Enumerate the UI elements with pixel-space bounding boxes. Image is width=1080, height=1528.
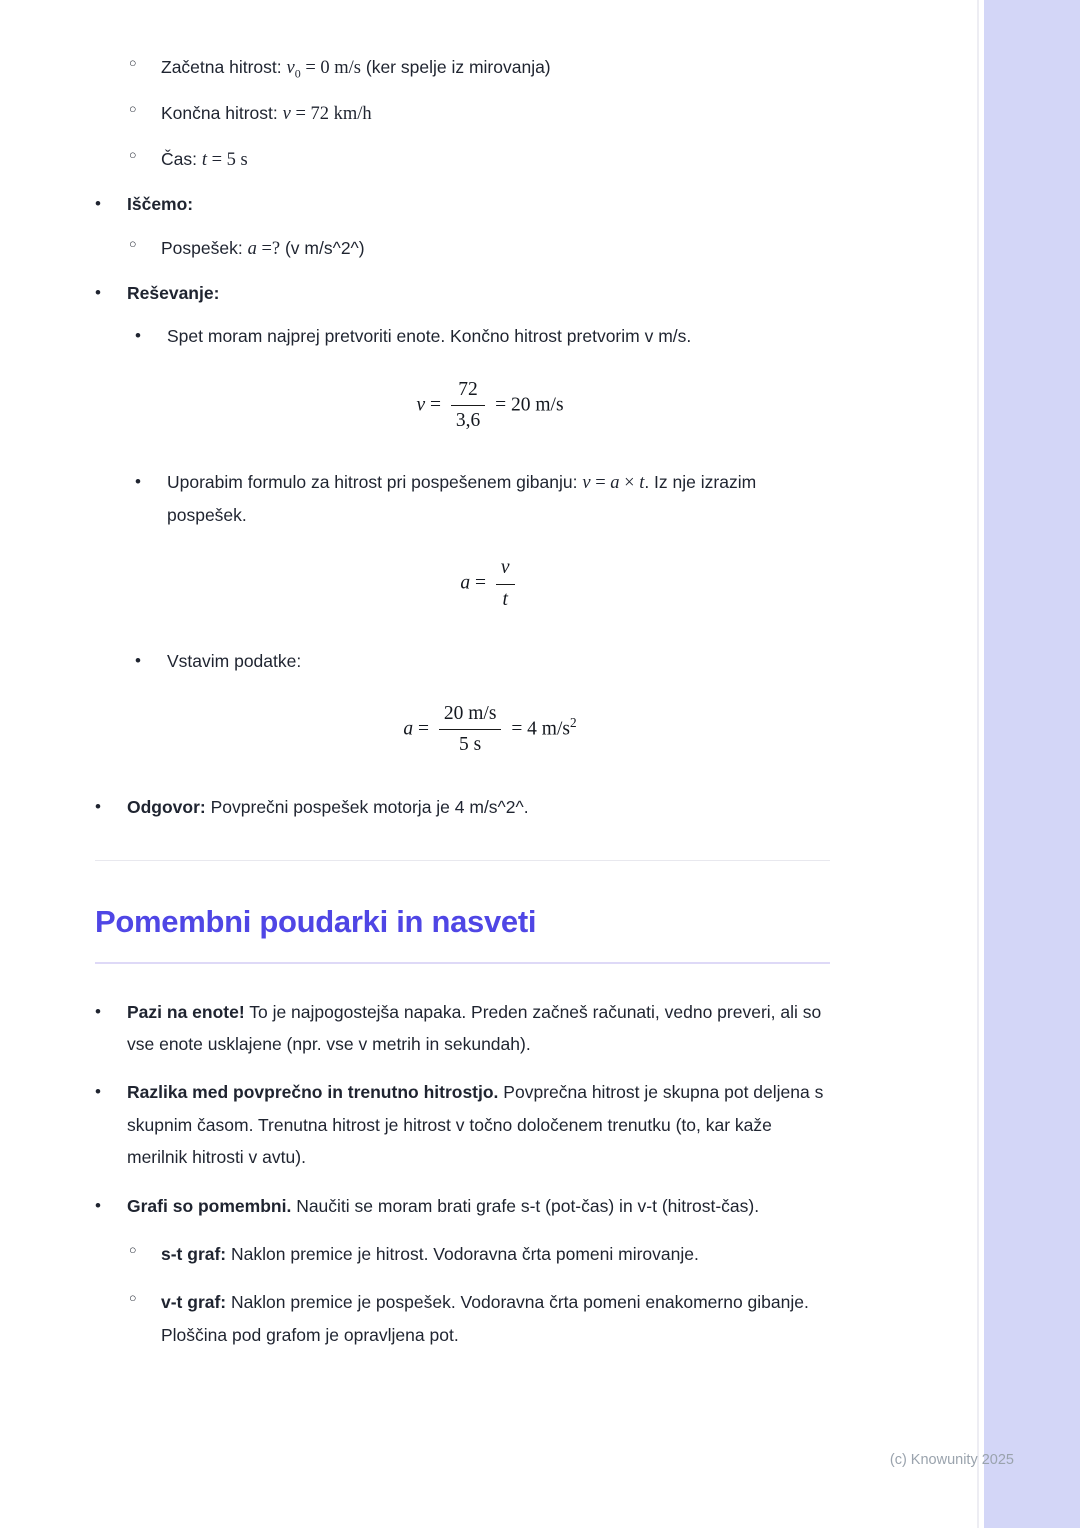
resevanje-label: Reševanje: (127, 283, 220, 304)
math-variable: v (286, 58, 295, 78)
copyright-notice: (c) Knowunity 2025 (889, 1452, 1014, 1468)
bullet-circle-icon: ○ (129, 1242, 137, 1257)
formula-velocity-conversion (95, 378, 830, 434)
fraction-denominator: t (502, 588, 508, 610)
given-label: Končna hitrost: (161, 102, 283, 123)
math-variable: v (416, 393, 426, 415)
math-variable: t (639, 473, 645, 494)
fraction-denominator: 5 s (459, 734, 482, 756)
tip-text: Naučiti se moram brati grafe s-t (pot-čas) in v-t (hitrost-čas). (291, 1195, 760, 1216)
math-subscript: 0 (294, 66, 301, 81)
math-equals: = (425, 393, 446, 415)
section-title: Pomembni poudarki in nasveti (95, 903, 830, 964)
given-label: Začetna hitrost: (161, 57, 287, 77)
list-item-time (129, 144, 830, 177)
list-item-subtip-vt-graph (129, 1286, 830, 1351)
math-result: = 20 m/s (490, 393, 564, 415)
fraction-numerator: 72 (451, 378, 485, 406)
bullet-disc-icon: • (95, 1001, 101, 1021)
list-item-iscemo (95, 189, 830, 219)
bullet-disc-icon: • (95, 283, 101, 303)
bullet-disc-icon: • (95, 796, 101, 816)
math-variable: v (282, 103, 291, 124)
tip-text: Povprečna hitrost je skupna pot deljena s skupnim časom. Trenutna hitrost je hitrost v točno določenem trenutku (to, kar kaže merilnik hitrosti v avtu). (127, 1082, 824, 1168)
formula-acceleration-definition (95, 556, 830, 612)
bullet-circle-icon: ○ (129, 236, 137, 251)
math-equals: = (590, 473, 611, 494)
math-variable: a (460, 572, 471, 594)
bullet-disc-icon: • (95, 1195, 101, 1215)
bullet-circle-icon: ○ (129, 56, 137, 70)
bullet-circle-icon: ○ (129, 1291, 137, 1306)
formula-acceleration-result (95, 702, 830, 758)
list-item-step3 (135, 646, 830, 676)
list-item-step1 (135, 321, 830, 351)
math-value: = 5 s (207, 149, 248, 170)
list-item-final-velocity (129, 98, 830, 131)
math-variable: a (403, 718, 414, 740)
subtip-text: Naklon premice je pospešek. Vodoravna črta pomeni enakomerno gibanje. Ploščina pod grafom je opravljena pot. (161, 1292, 809, 1345)
list-item-resevanje (95, 278, 830, 308)
bullet-circle-icon: ○ (129, 147, 137, 162)
odgovor-text: Povprečni pospešek motorja je 4 m/s^2^. (205, 796, 529, 817)
math-value: = 0 m/s (300, 58, 361, 78)
fraction-numerator: 20 m/s (439, 702, 502, 730)
math-result: = 4 m/s (506, 718, 570, 740)
bullet-disc-icon: • (135, 326, 141, 346)
list-item-tip-units (95, 996, 830, 1061)
fraction (496, 556, 515, 612)
list-item-initial-velocity (129, 52, 830, 85)
list-item-pospesek (129, 233, 830, 266)
iscemo-label: Iščemo: (127, 194, 194, 215)
iscemo-item-label: Pospešek: (161, 237, 248, 258)
step2-pre: Uporabim formulo za hitrost pri pospešenem gibanju: (167, 472, 583, 493)
list-item-odgovor (95, 792, 830, 822)
subtip-text: Naklon premice je hitrost. Vodoravna črta pomeni mirovanje. (226, 1243, 699, 1264)
step3-text: Vstavim podatke: (167, 650, 302, 671)
subtip-lead: s-t graf: (161, 1243, 227, 1264)
list-item-tip-velocity-difference (95, 1076, 830, 1173)
step2-post: . Iz nje izrazim pospešek. (167, 472, 757, 526)
odgovor-label: Odgovor: (127, 796, 206, 817)
bullet-disc-icon: • (95, 1082, 101, 1102)
tip-lead: Razlika med povprečno in trenutno hitrostjo. (127, 1082, 499, 1103)
section-divider (95, 860, 830, 861)
list-item-subtip-st-graph (129, 1238, 830, 1270)
tip-lead: Pazi na enote! (127, 1001, 245, 1022)
subtip-lead: v-t graf: (161, 1292, 227, 1313)
fraction (439, 702, 502, 758)
list-item-step2 (135, 467, 830, 530)
bullet-disc-icon: • (95, 194, 101, 214)
bullet-disc-icon: • (135, 650, 141, 670)
math-value: = 72 km/h (290, 103, 372, 124)
fraction-denominator: 3,6 (455, 409, 481, 431)
step1-text: Spet moram najprej pretvoriti enote. Končno hitrost pretvorim v m/s. (167, 326, 692, 347)
bullet-disc-icon: • (135, 472, 141, 492)
bullet-circle-icon: ○ (129, 101, 137, 116)
tips-list (95, 996, 830, 1351)
math-value: =? (256, 238, 281, 259)
math-equals: = (470, 572, 491, 594)
fraction (451, 378, 485, 434)
math-times: × (619, 473, 640, 494)
iscemo-item-note: (v m/s^2^) (280, 237, 365, 258)
math-variable: a (247, 238, 257, 259)
fraction-numerator: v (496, 556, 515, 584)
math-superscript: 2 (569, 714, 577, 730)
tip-text: To je najpogostejša napaka. Preden začneš računati, vedno preveri, ali so vse enote usklajene (npr. vse v metrih in sekundah). (127, 1001, 822, 1054)
given-label: Čas: (161, 148, 202, 169)
list-item-tip-graphs (95, 1190, 830, 1222)
math-variable: t (201, 149, 207, 170)
tip-lead: Grafi so pomembni. (127, 1195, 292, 1216)
math-variable: a (610, 473, 620, 494)
math-equals: = (413, 718, 434, 740)
math-variable: v (582, 473, 591, 494)
given-note: (ker spelje iz mirovanja) (361, 57, 551, 77)
